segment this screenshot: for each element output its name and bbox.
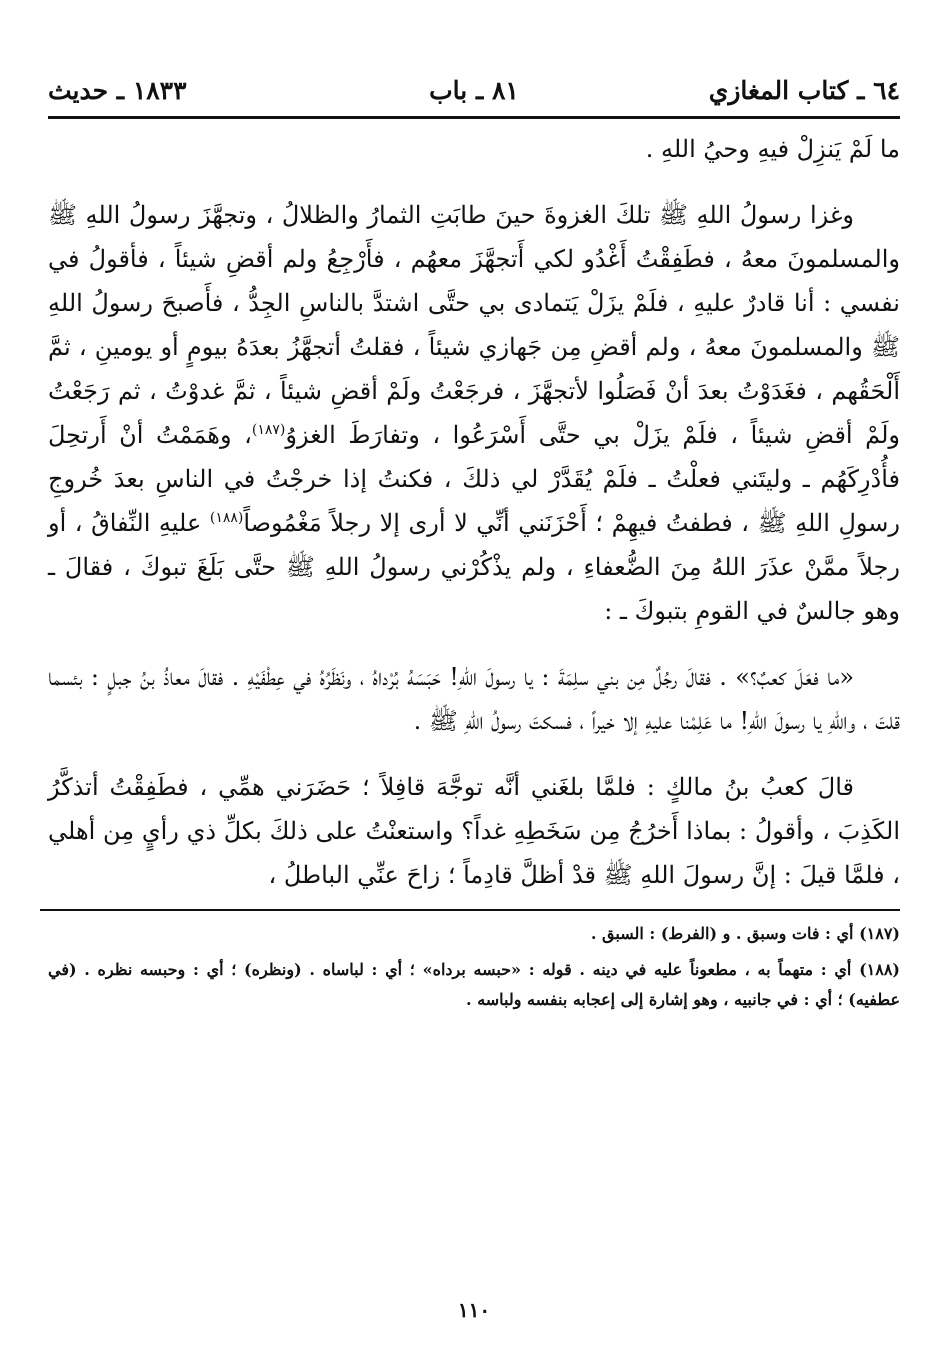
footnotes bbox=[48, 919, 900, 1015]
footnote-ref-187[interactable]: (١٨٧) bbox=[251, 422, 286, 438]
paragraph-text: وغزا رسولُ اللهِ ﷺ تلكَ الغزوةَ حينَ طابَتِ الثمارُ والظلالُ ، وتجهَّزَ رسولُ اللهِ ﷺ والمسلمونَ معهُ ، فطَفِقْتُ أَغْدُو لكي أَتجهَّزَ معهُم ، فأَرْجِعُ ولم أقضِ شيئاً ، فأقولُ في نفسي : أنا قادرٌ عليهِ ، فلَمْ يزَلْ يَتمادى بي حتَّى اشتدَّ بالناسِ الجِدُّ ، فأَصبحَ رسولُ اللهِ ﷺ والمسلمونَ معهُ ، ولم أقضِ مِن جَهازي شيئاً ، فقلتُ أتجهَّزُ بعدَهُ بيومٍ أو يومينِ ، ثمَّ أَلْحَقُهم ، فغَدَوْتُ بعدَ أنْ فَصَلُوا لأتجهَّزَ ، فرجَعْتُ ولَمْ أقضِ شيئاً ، ثمَّ غدوْتُ ، ثم رَجَعْتُ ولَمْ أقضِ شيئاً ، فلَمْ يزَلْ بي حتَّى أَسْرَعُوا ، وتفارَطَ الغزوُ bbox=[48, 201, 901, 449]
footnote-187: (١٨٧) أي : فات وسبق . و (الفرط) : السبق . bbox=[590, 924, 900, 943]
running-header bbox=[48, 72, 900, 119]
book-title: ٦٤ ـ كتاب المغازي bbox=[708, 76, 900, 105]
hadith-number: ١٨٣٣ ـ حديث bbox=[48, 76, 187, 105]
footnote-188: (١٨٨) أي : متهماً به ، مطعوناً عليه في دينه . قوله : «حبسه برداه» ؛ أي : لباساه . (ونظره) ؛ أي : وحبسه نظره . (في عطفيه) ؛ أي : في جانبيه ، وهو إشارة إلى إعجابه بنفسه ولباسه . bbox=[48, 960, 900, 1009]
paragraph-dialogue: «ما فعَلَ كعبٌ؟» . فقالَ رجُلٌ مِن بني سلِمَةَ : يا رسولَ اللهِ! حَبَسَهُ بُرْداهُ ، ونَظَرُهُ في عِطْفَيْهِ . فقالَ معاذُ بنُ جبلٍ : بئسما قلتَ ، واللهِ يا رسولَ اللهِ! ما عَلِمْنا عليهِ إلا خيراً ، فسكتَ رسولُ اللهِ ﷺ . bbox=[48, 663, 900, 735]
paragraph-text: عليهِ النِّفاقُ ، أو رجلاً ممَّنْ عذَرَ اللهُ مِنَ الضُّعفاءِ ، ولم يذْكُرْني رسولُ اللهِ ﷺ حتَّى بَلَغَ تبوكَ ، فقالَ ـ وهو جالسٌ في القومِ بتبوكَ ـ : bbox=[48, 509, 900, 625]
footnote-ref-188[interactable]: (١٨٨) bbox=[209, 510, 244, 526]
chapter-title: ٨١ ـ باب bbox=[429, 76, 519, 105]
footnote-divider bbox=[40, 909, 900, 911]
page-number: ١١٠ bbox=[457, 1298, 491, 1322]
paragraph-expedition bbox=[48, 193, 900, 633]
paragraph-text: ، وهَمَمْتُ أنْ أَرتحِلَ فأُدْرِكَهُم ـ وليتَني فعلْتُ ـ فلَمْ يُقَدَّرْ لي ذلكَ ، فكنتُ إذا خرجْتُ في الناسِ بعدَ خُروجِ رسولِ اللهِ ﷺ ، فطفتُ فيهِمْ ؛ أَحْزَنَني أنِّي لا أرى إلا رجلاً مَغْمُوصاً bbox=[48, 421, 900, 537]
paragraph-continuation: ما لَمْ يَنزِلْ فيهِ وحيُ اللهِ . bbox=[645, 135, 900, 163]
paragraph-return: قالَ كعبُ بنُ مالكٍ : فلمَّا بلغَني أنَّه توجَّهَ قافِلاً ؛ حَضَرَني همِّي ، فطَفِقْتُ أتذكَّرُ الكَذِبَ ، وأقولُ : بماذا أَخرُجُ مِن سَخَطِهِ غداً؟ واستعنْتُ على ذلكَ بكلِّ ذي رأيٍ مِن أهلي ، فلمَّا قيلَ : إنَّ رسولَ اللهِ ﷺ قدْ أظلَّ قادِماً ؛ زاحَ عنِّي الباطلُ ، bbox=[48, 773, 900, 889]
main-text bbox=[48, 127, 900, 897]
book-page bbox=[48, 72, 900, 1322]
